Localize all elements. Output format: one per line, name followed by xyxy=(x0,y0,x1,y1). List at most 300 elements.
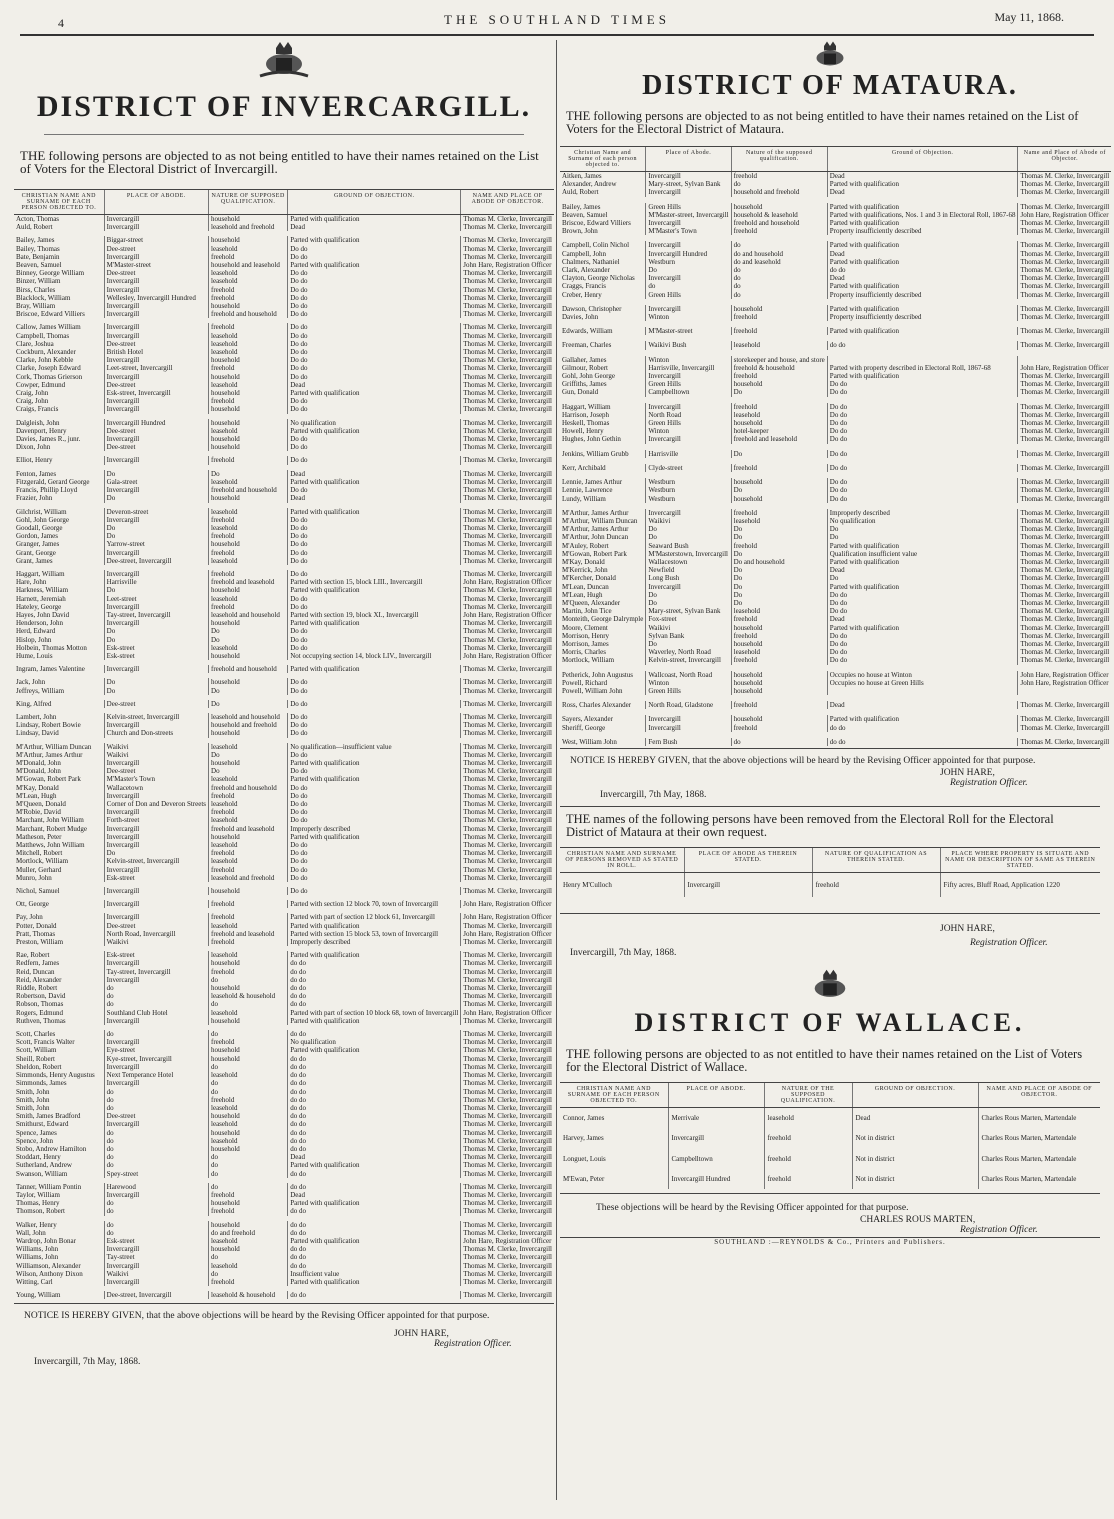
table-cell: freehold xyxy=(209,567,288,578)
table-header-row xyxy=(560,147,1111,172)
table-row xyxy=(560,735,1111,746)
table-cell: Muller, Gerhard xyxy=(16,865,62,874)
table-cell: Henderson, John xyxy=(16,619,64,628)
table-cell: Kye-street, Invercargill xyxy=(104,1055,208,1063)
table-row xyxy=(560,566,1111,574)
table-cell: Cowper, Edmund xyxy=(16,380,66,389)
table-cell: Thomas M. Clerke, Invercargill xyxy=(1018,698,1111,712)
table-cell: Green Hills xyxy=(646,419,731,427)
table-cell: do do xyxy=(288,1104,461,1112)
table-cell: Do xyxy=(646,599,731,607)
table-cell: Redfern, James xyxy=(16,959,60,968)
table-cell: Do do xyxy=(288,277,461,285)
table-cell: Do do xyxy=(288,710,461,721)
table-cell: do do xyxy=(288,1262,461,1270)
table-cell: leasehold xyxy=(731,411,827,419)
table-cell: Craig, John xyxy=(16,397,49,406)
table-cell: Thomas M. Clerke, Invercargill xyxy=(461,373,554,381)
table-row xyxy=(560,435,1111,446)
table-cell: Grant, James xyxy=(16,556,53,565)
table-cell: Invercargill xyxy=(104,215,208,224)
table-cell: John Hare, Registration Officer xyxy=(461,1009,554,1017)
table-cell: Thomas M. Clerke, Invercargill xyxy=(1018,388,1111,399)
table-cell: Thomas M. Clerke, Invercargill xyxy=(1018,517,1111,525)
table-cell: M'Master-street, Invercargill xyxy=(646,211,731,219)
table-cell: Do do xyxy=(288,849,461,857)
table-cell: Invercargill xyxy=(104,549,208,557)
table-cell: Connor, James xyxy=(563,1114,605,1123)
table-row xyxy=(560,250,1111,258)
table-cell: Thomas, Henry xyxy=(16,1199,60,1208)
table-cell: Charles Rous Marten, Martendale xyxy=(978,1169,1100,1189)
table-cell: household xyxy=(209,494,288,505)
table-row xyxy=(14,389,554,397)
table-cell: freehold xyxy=(209,516,288,524)
table-cell: freehold and leasehold xyxy=(731,435,827,446)
table-cell: Harkness, William xyxy=(16,586,69,595)
table-cell: Long Bush xyxy=(646,574,731,582)
table-cell: Thomas M. Clerke, Invercargill xyxy=(1018,200,1111,211)
table-cell: Invercargill xyxy=(104,486,208,494)
table-cell: Do xyxy=(731,550,827,558)
table-cell: Thomas M. Clerke, Invercargill xyxy=(461,532,554,540)
column-header: PLACE OF ABODE AS THEREIN STATED. xyxy=(684,847,812,872)
table-cell: Seaward Bush xyxy=(646,542,731,550)
table-cell: John Hare, Registration Officer xyxy=(1018,668,1111,679)
table-cell: Campbell, John xyxy=(562,249,606,258)
table-cell: Mortlock, William xyxy=(562,656,615,665)
table-row xyxy=(14,321,554,332)
table-cell: do xyxy=(731,238,827,249)
table-cell: Invercargill xyxy=(104,866,208,874)
table-cell: Thomas M. Clerke, Invercargill xyxy=(1018,419,1111,427)
signer-name: CHARLES ROUS MARTEN, xyxy=(860,1215,976,1225)
table-cell: Eye-street xyxy=(104,1046,208,1054)
table-cell: household and freehold xyxy=(731,188,827,199)
table-cell: Stobo, Andrew Hamilton xyxy=(16,1144,87,1153)
table-cell: Do do xyxy=(288,302,461,310)
table-cell: household xyxy=(209,1145,288,1153)
table-cell: leasehold and household xyxy=(209,611,288,619)
printer-imprint: SOUTHLAND :—REYNOLDS & Co., Printers and Publishers. xyxy=(714,1238,946,1246)
table-cell: Parted with qualification xyxy=(827,180,1018,188)
table-cell: do do xyxy=(288,1096,461,1104)
table-cell: Thomas M. Clerke, Invercargill xyxy=(461,751,554,759)
table-row xyxy=(560,338,1111,352)
table-cell: household xyxy=(209,1245,288,1253)
table-cell: Thomas M. Clerke, Invercargill xyxy=(1018,607,1111,615)
table-row xyxy=(14,1000,554,1008)
table-cell: freehold xyxy=(764,1128,852,1148)
table-cell: Harewood xyxy=(104,1180,208,1191)
table-cell: Thomas M. Clerke, Invercargill xyxy=(461,516,554,524)
table-cell: British Hotel xyxy=(104,348,208,356)
table-row xyxy=(14,959,554,967)
signer-title: Registration Officer. xyxy=(434,1339,512,1350)
table-cell: Biggar-street xyxy=(104,234,208,245)
table-cell: Tay-street, Invercargill xyxy=(104,611,208,619)
table-cell: M'Donald, John xyxy=(16,767,61,776)
table-cell: Thomas M. Clerke, Invercargill xyxy=(461,1104,554,1112)
table-cell: Do do xyxy=(288,364,461,372)
table-cell: Not in district xyxy=(852,1149,978,1169)
table-cell: Do do xyxy=(288,644,461,652)
table-row xyxy=(560,372,1111,380)
table-cell: Briscoe, Edward Villiers xyxy=(16,310,85,319)
table-cell: Do do xyxy=(827,632,1018,640)
table-cell: Leet-street xyxy=(104,595,208,603)
column-header: NAME AND PLACE OF ABODE OF OBJECTOR. xyxy=(461,190,554,215)
place-date: Invercargill, 7th May, 1868. xyxy=(570,948,677,959)
table-cell: Improperly described xyxy=(288,938,461,949)
table-cell: Invercargill xyxy=(646,219,731,227)
table-row xyxy=(14,968,554,976)
table-cell: Do do xyxy=(288,676,461,687)
table-cell: household xyxy=(209,443,288,454)
table-cell: Parted with qualification xyxy=(827,258,1018,266)
table-cell: do do xyxy=(288,1129,461,1137)
table-cell: do xyxy=(104,1096,208,1104)
table-cell: household xyxy=(209,1046,288,1054)
table-cell: leasehold xyxy=(731,338,827,352)
table-cell: Invercargill xyxy=(684,872,812,897)
table-cell: do do xyxy=(288,1170,461,1181)
table-cell: do xyxy=(104,1137,208,1145)
table-cell: Williams, John xyxy=(16,1245,59,1254)
table-cell: Thomas M. Clerke, Invercargill xyxy=(461,277,554,285)
table-cell: Invercargill xyxy=(104,277,208,285)
table-cell: do do xyxy=(288,1137,461,1145)
table-cell: Dee-street xyxy=(104,767,208,775)
table-cell: Do do xyxy=(288,269,461,277)
table-cell: Thomas M. Clerke, Invercargill xyxy=(461,663,554,676)
table-cell: Frazier, John xyxy=(16,494,53,503)
table-cell xyxy=(827,687,1018,698)
table-cell: household xyxy=(731,200,827,211)
table-cell: Thomas M. Clerke, Invercargill xyxy=(461,443,554,454)
table-cell: Invercargill xyxy=(646,302,731,313)
table-cell: household xyxy=(731,624,827,632)
table-cell: do do xyxy=(288,1145,461,1153)
table-cell: Do xyxy=(209,627,288,635)
table-row xyxy=(14,381,554,389)
table-row xyxy=(14,1262,554,1270)
table-cell: Mary-street, Sylvan Bank xyxy=(646,180,731,188)
table-cell: Occupies no house at Green Hills xyxy=(827,679,1018,687)
table-row xyxy=(560,419,1111,427)
table-cell: Do xyxy=(827,533,1018,541)
table-row xyxy=(14,800,554,808)
table-cell: Invercargill xyxy=(646,188,731,199)
table-cell: Parted with qualification xyxy=(827,200,1018,211)
table-header-row xyxy=(560,1083,1100,1108)
table-row xyxy=(560,517,1111,525)
table-cell: Harnett, Jeremiah xyxy=(16,594,66,603)
table-cell: Dead xyxy=(852,1108,978,1129)
royal-crest-icon xyxy=(800,968,860,1002)
table-cell: Thomas M. Clerke, Invercargill xyxy=(1018,372,1111,380)
table-cell: freehold xyxy=(209,849,288,857)
table-cell: Dead xyxy=(288,1191,461,1199)
table-cell: Wilson, Anthony Dixon xyxy=(16,1269,83,1278)
table-cell: Thomas M. Clerke, Invercargill xyxy=(461,1120,554,1128)
table-cell: leasehold xyxy=(209,800,288,808)
table-cell: do and leasehold xyxy=(731,258,827,266)
table-row xyxy=(14,984,554,992)
table-row xyxy=(560,1128,1100,1148)
table-cell: Green Hills xyxy=(646,687,731,698)
table-cell: do do xyxy=(827,724,1018,735)
table-cell: Thomas M. Clerke, Invercargill xyxy=(1018,324,1111,338)
table-cell: Fifty acres, Bluff Road, Application 1220 xyxy=(940,872,1100,897)
table-header-row xyxy=(14,190,554,215)
table-cell: Parted with qualification xyxy=(827,712,1018,723)
table-cell: Invercargill xyxy=(104,619,208,627)
table-cell: Parted with qualification xyxy=(288,234,461,245)
table-cell: Dalgleish, John xyxy=(16,418,60,427)
table-cell: Do xyxy=(104,586,208,594)
table-cell: freehold xyxy=(209,286,288,294)
table-cell: Invercargill xyxy=(104,405,208,416)
table-cell: Invercargill Hundred xyxy=(104,416,208,427)
column-header: NATURE OF QUALIFICATION AS THEREIN STATED. xyxy=(812,847,940,872)
table-cell: Thomas M. Clerke, Invercargill xyxy=(461,245,554,253)
table-row xyxy=(14,833,554,841)
table-cell: Do do xyxy=(288,245,461,253)
table-cell: do do xyxy=(288,1289,461,1300)
table-cell: Invercargill xyxy=(104,321,208,332)
table-row xyxy=(14,277,554,285)
table-cell: freehold xyxy=(209,1191,288,1199)
table-cell: Thomas M. Clerke, Invercargill xyxy=(461,721,554,729)
table-row xyxy=(560,583,1111,591)
table-cell: Dead xyxy=(827,698,1018,712)
table-cell: Thomas M. Clerke, Invercargill xyxy=(461,405,554,416)
table-cell: Thomas M. Clerke, Invercargill xyxy=(1018,506,1111,517)
table-cell: Do do xyxy=(288,841,461,849)
table-cell: Winton xyxy=(646,313,731,324)
table-cell: Sheill, Robert xyxy=(16,1054,55,1063)
table-cell: Witting, Carl xyxy=(16,1277,53,1286)
table-cell: Francis, Phillip Lloyd xyxy=(16,486,78,495)
table-cell: Do do xyxy=(288,816,461,824)
table-cell: Wardrop, John Bonar xyxy=(16,1236,76,1245)
table-cell: Dee-street, Invercargill xyxy=(104,557,208,568)
table-row xyxy=(14,1071,554,1079)
table-cell: do xyxy=(209,1253,288,1261)
table-cell: Parted with qualification xyxy=(288,949,461,960)
table-cell: do xyxy=(209,1180,288,1191)
table-cell: Do xyxy=(646,533,731,541)
table-cell: Thomas M. Clerke, Invercargill xyxy=(1018,550,1111,558)
table-cell: Thomas M. Clerke, Invercargill xyxy=(461,1270,554,1278)
table-cell: M'Kay, Donald xyxy=(562,557,605,566)
table-cell: do do xyxy=(827,266,1018,274)
table-cell: storekeeper and house, and store xyxy=(731,353,827,364)
table-cell: Thomas M. Clerke, Invercargill xyxy=(461,494,554,505)
table-cell: Do do xyxy=(827,461,1018,475)
table-row xyxy=(560,550,1111,558)
table-cell: Invercargill xyxy=(646,172,731,181)
table-row xyxy=(14,866,554,874)
table-cell: Hateley, George xyxy=(16,602,62,611)
table-cell: Thomas M. Clerke, Invercargill xyxy=(1018,188,1111,199)
table-cell: Thomas M. Clerke, Invercargill xyxy=(461,1278,554,1289)
table-cell: Sylvan Bank xyxy=(646,632,731,640)
table-cell: John Hare, Registration Officer xyxy=(461,261,554,269)
table-cell: Thomas M. Clerke, Invercargill xyxy=(461,1079,554,1087)
table-cell: Dead xyxy=(827,188,1018,199)
table-row xyxy=(14,898,554,911)
table-cell: household xyxy=(209,215,288,224)
table-cell: Do xyxy=(731,533,827,541)
table-cell: Dee-street xyxy=(104,922,208,930)
table-row xyxy=(560,495,1111,506)
table-cell: household xyxy=(209,373,288,381)
table-cell: Invercargill xyxy=(668,1128,764,1148)
table-cell: Thomas M. Clerke, Invercargill xyxy=(461,1161,554,1169)
table-cell: Property insufficiently described xyxy=(827,227,1018,238)
table-cell: do xyxy=(209,976,288,984)
table-cell: Waikivi xyxy=(104,751,208,759)
table-row xyxy=(560,400,1111,411)
table-cell: Invercargill xyxy=(104,332,208,340)
table-cell: freehold xyxy=(209,968,288,976)
table-cell: leasehold xyxy=(209,1120,288,1128)
table-cell: Parted with qualification xyxy=(288,215,461,224)
table-cell: Parted with qualification xyxy=(827,558,1018,566)
table-cell: Do xyxy=(731,486,827,494)
table-cell: Do do xyxy=(288,348,461,356)
table-cell: Henry M'Culloch xyxy=(563,880,612,889)
table-cell: Auld, Robert xyxy=(16,223,53,232)
table-cell: Munro, John xyxy=(16,873,52,882)
table-cell: do do xyxy=(288,1088,461,1096)
table-cell: Do do xyxy=(288,767,461,775)
table-cell: leasehold xyxy=(209,595,288,603)
table-cell: do do xyxy=(288,968,461,976)
table-cell: freehold xyxy=(209,898,288,911)
table-cell: Parted with qualification xyxy=(827,282,1018,290)
table-cell: Parted with qualification xyxy=(827,542,1018,550)
page-number: 4 xyxy=(58,16,64,30)
table-row xyxy=(560,274,1111,282)
table-cell: Thomas M. Clerke, Invercargill xyxy=(461,557,554,568)
table-cell: Thomas M. Clerke, Invercargill xyxy=(461,1071,554,1079)
table-row xyxy=(14,505,554,516)
table-cell: Sheldon, Robert xyxy=(16,1062,62,1071)
table-cell: Morrison, Henry xyxy=(562,631,610,640)
table-cell: Marchant, John William xyxy=(16,816,84,825)
table-cell: Thomas M. Clerke, Invercargill xyxy=(461,792,554,800)
table-cell: John Hare, Registration Officer xyxy=(1018,364,1111,372)
table-row xyxy=(560,447,1111,461)
table-cell: Westburn xyxy=(646,495,731,506)
table-cell: Haggart, William xyxy=(562,402,611,411)
table-cell: household xyxy=(209,435,288,443)
table-cell: Invercargill xyxy=(646,372,731,380)
table-cell: Riddle, Robert xyxy=(16,984,58,993)
table-cell: do xyxy=(209,1270,288,1278)
table-cell: freehold xyxy=(209,808,288,816)
table-cell: Do do xyxy=(288,405,461,416)
table-row xyxy=(14,885,554,898)
table-row xyxy=(14,540,554,548)
table-cell: Thomas M. Clerke, Invercargill xyxy=(461,1191,554,1199)
table-cell: Simmonds, Henry Augustus xyxy=(16,1071,95,1080)
table-cell: leasehold xyxy=(209,524,288,532)
table-cell: Thomas M. Clerke, Invercargill xyxy=(461,710,554,721)
table-cell: Clark, Alexander xyxy=(562,266,610,275)
table-cell: Thomas M. Clerke, Invercargill xyxy=(461,849,554,857)
table-cell: Westburn xyxy=(646,475,731,486)
table-row xyxy=(14,532,554,540)
table-cell: Craig, John xyxy=(16,389,49,398)
table-cell: Do do xyxy=(827,411,1018,419)
table-cell: Do xyxy=(646,640,731,648)
table-cell: leasehold xyxy=(209,775,288,783)
table-cell: Thomas M. Clerke, Invercargill xyxy=(461,1137,554,1145)
table-cell: Rae, Robert xyxy=(16,951,50,960)
table-cell: M'Arthur, John Duncan xyxy=(562,533,629,542)
table-cell: Wallacestown xyxy=(646,558,731,566)
table-cell: Acton, Thomas xyxy=(16,215,60,223)
table-cell: Do do xyxy=(827,400,1018,411)
table-cell: Dee-street xyxy=(104,245,208,253)
table-row xyxy=(14,874,554,885)
table-cell: No qualification xyxy=(288,416,461,427)
table-row xyxy=(560,542,1111,550)
table-cell: do do xyxy=(288,1245,461,1253)
table-cell: M'Kay, Donald xyxy=(16,783,59,792)
table-cell: Thomas M. Clerke, Invercargill xyxy=(1018,461,1111,475)
table-cell: Thomas M. Clerke, Invercargill xyxy=(1018,400,1111,411)
table-cell: Lambert, John xyxy=(16,712,57,721)
table-cell: Invercargill xyxy=(646,274,731,282)
table-cell: do xyxy=(104,1207,208,1218)
table-row xyxy=(14,557,554,568)
table-cell: Kelvin-street, Invercargill xyxy=(646,656,731,667)
table-row xyxy=(14,1063,554,1071)
table-row xyxy=(14,849,554,857)
table-row xyxy=(14,1153,554,1161)
table-cell: leasehold xyxy=(209,427,288,435)
table-cell: Sayers, Alexander xyxy=(562,715,613,724)
table-cell: Smith, James Bradford xyxy=(16,1112,81,1121)
table-cell: Thomas M. Clerke, Invercargill xyxy=(1018,583,1111,591)
table-cell: household xyxy=(209,984,288,992)
table-cell: household xyxy=(209,1112,288,1120)
table-cell: leasehold xyxy=(209,245,288,253)
table-cell: King, Alfred xyxy=(16,699,52,708)
table-cell: hotel-keeper xyxy=(731,427,827,435)
table-cell: freehold xyxy=(764,1169,852,1189)
table-cell: Davies, John xyxy=(562,313,599,322)
table-cell: Thomas M. Clerke, Invercargill xyxy=(1018,495,1111,506)
table-cell: do xyxy=(209,1079,288,1087)
table-cell: household xyxy=(731,475,827,486)
place-date: Invercargill, 7th May, 1868. xyxy=(34,1357,141,1368)
table-cell: Clayton, George Nicholas xyxy=(562,274,635,283)
table-row xyxy=(14,922,554,930)
table-cell: M'Lean, Hugh xyxy=(562,590,603,599)
table-cell: Do do xyxy=(288,874,461,885)
table-cell: Stoddart, Henry xyxy=(16,1153,61,1162)
table-cell: John Hare, Registration Officer xyxy=(461,911,554,922)
table-row xyxy=(14,516,554,524)
table-cell: Do xyxy=(104,636,208,644)
table-row xyxy=(560,624,1111,632)
